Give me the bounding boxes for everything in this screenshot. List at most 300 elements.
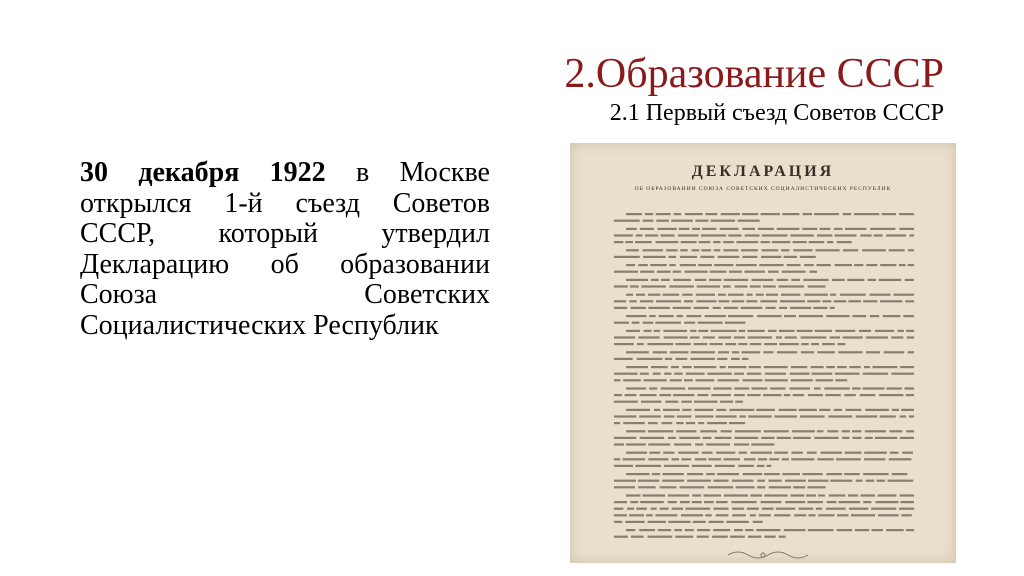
declaration-text-line (614, 480, 636, 482)
declaration-text-line (864, 452, 887, 454)
declaration-text-line (816, 249, 840, 251)
declaration-text-line (835, 373, 860, 375)
declaration-text-line (752, 387, 768, 389)
declaration-text-line (799, 508, 814, 510)
declaration-text-line (723, 241, 734, 243)
declaration-text-line (808, 394, 823, 396)
declaration-text-line (668, 501, 677, 503)
declaration-text-line (656, 300, 681, 302)
declaration-text-line (691, 351, 715, 353)
declaration-text-line (759, 264, 783, 266)
declaration-heading: ДЕКЛАРАЦИЯ (691, 163, 835, 180)
declaration-text-line (811, 366, 824, 368)
declaration-text-line (698, 264, 712, 266)
declaration-text-line (865, 437, 873, 439)
declaration-text-line (742, 213, 758, 215)
declaration-text-line (743, 228, 756, 230)
declaration-text-line (906, 330, 914, 332)
declaration-text-line (761, 241, 770, 243)
declaration-text-line (663, 452, 674, 454)
declaration-text-line (784, 315, 796, 317)
declaration-text-lines (570, 143, 956, 563)
declaration-text-line (717, 473, 739, 475)
declaration-text-line (702, 228, 716, 230)
declaration-text-line (860, 394, 876, 396)
declaration-text-line (614, 437, 636, 439)
declaration-text-line (694, 401, 718, 403)
declaration-text-line (714, 480, 729, 482)
declaration-text-line (716, 514, 729, 516)
declaration-text-line (908, 351, 914, 353)
declaration-text-line (695, 443, 703, 445)
declaration-text-line (648, 443, 670, 445)
declaration-text-line (724, 458, 741, 460)
declaration-text-line (863, 300, 877, 302)
declaration-text-line (799, 409, 817, 411)
declaration-text-line (849, 366, 860, 368)
declaration-text-line (685, 529, 694, 531)
declaration-text-line (670, 379, 682, 381)
declaration-text-line (899, 508, 914, 510)
declaration-text-line (764, 536, 775, 538)
declaration-text-line (849, 508, 869, 510)
declaration-text-line (690, 336, 700, 338)
declaration-text-line (735, 430, 761, 432)
declaration-text-line (686, 508, 711, 510)
declaration-text-line (701, 249, 711, 251)
declaration-text-line (673, 271, 682, 273)
declaration-text-line (687, 480, 711, 482)
declaration-text-line (764, 430, 789, 432)
declaration-text-line (844, 394, 856, 396)
declaration-text-line (866, 336, 888, 338)
declaration-text-line (614, 401, 638, 403)
declaration-text-line (814, 387, 821, 389)
declaration-text-line (649, 387, 657, 389)
declaration-text-line (692, 249, 700, 251)
declaration-text-line (739, 415, 745, 417)
declaration-text-line (852, 387, 861, 389)
declaration-text-line (716, 409, 726, 411)
declaration-text-line (687, 315, 702, 317)
declaration-text-line (908, 264, 914, 266)
declaration-text-line (845, 228, 866, 230)
declaration-text-line (715, 465, 735, 467)
declaration-text-line (750, 285, 761, 287)
declaration-text-line (637, 343, 644, 345)
declaration-text-line (756, 409, 775, 411)
declaration-caption: ОБ ОБРАЗОВАНИИ СОЮЗА СОВЕТСКИХ СОЦИАЛИСТИЧЕСКИХ РЕСПУБЛИК (634, 186, 892, 192)
declaration-text-line (765, 373, 786, 375)
declaration-text-line (804, 264, 814, 266)
declaration-text-line (865, 409, 889, 411)
declaration-text-line (686, 422, 695, 424)
declaration-text-line (835, 330, 855, 332)
declaration-text-line (753, 521, 763, 523)
declaration-text-line (908, 249, 914, 251)
declaration-text-line (814, 213, 839, 215)
declaration-text-line (724, 307, 738, 309)
declaration-text-line (626, 473, 650, 475)
declaration-text-line (674, 373, 682, 375)
declaration-text-line (807, 486, 825, 488)
declaration-text-line (680, 249, 688, 251)
declaration-text-line (702, 452, 713, 454)
declaration-text-line (652, 473, 660, 475)
declaration-text-line (803, 213, 813, 215)
declaration-text-line (639, 415, 661, 417)
declaration-text-line (694, 307, 709, 309)
declaration-text-line (871, 508, 896, 510)
declaration-text-line (901, 501, 915, 503)
declaration-text-line (789, 387, 810, 389)
declaration-text-line (780, 300, 805, 302)
declaration-text-line (623, 379, 641, 381)
declaration-text-line (905, 387, 915, 389)
declaration-text-line (697, 529, 710, 531)
declaration-text-line (839, 501, 860, 503)
declaration-text-line (682, 458, 692, 460)
declaration-text-line (880, 415, 896, 417)
declaration-text-line (726, 521, 748, 523)
declaration-text-line (900, 366, 914, 368)
declaration-text-line (668, 437, 676, 439)
declaration-text-line (826, 473, 842, 475)
declaration-text-line (697, 285, 720, 287)
declaration-text-line (907, 336, 914, 338)
declaration-text-line (686, 373, 705, 375)
declaration-text-line (777, 279, 789, 281)
declaration-text-line (852, 430, 861, 432)
declaration-text-line (699, 241, 711, 243)
declaration-text-line (903, 315, 914, 317)
declaration-text-line (734, 394, 745, 396)
declaration-text-line (818, 514, 834, 516)
declaration-text-line (768, 330, 776, 332)
declaration-text-line (872, 529, 884, 531)
declaration-text-line (826, 315, 849, 317)
declaration-text-line (614, 486, 635, 488)
declaration-text-line (656, 241, 679, 243)
declaration-text-line (761, 437, 774, 439)
declaration-text-line (713, 241, 720, 243)
declaration-text-line (899, 228, 914, 230)
declaration-text-line (730, 409, 755, 411)
declaration-text-line (648, 521, 666, 523)
declaration-text-line (817, 264, 831, 266)
declaration-text-line (614, 373, 638, 375)
declaration-text-line (705, 315, 726, 317)
declaration-text-line (817, 430, 824, 432)
declaration-text-line (734, 529, 743, 531)
declaration-text-line (900, 437, 914, 439)
declaration-text-line (691, 358, 715, 360)
declaration-text-line (729, 422, 745, 424)
declaration-text-line (824, 387, 850, 389)
declaration-text-line (802, 473, 822, 475)
declaration-text-line (644, 330, 652, 332)
declaration-text-line (787, 264, 801, 266)
declaration-text-line (891, 336, 903, 338)
declaration-text-line (728, 294, 744, 296)
declaration-text-line (784, 256, 797, 258)
declaration-text-line (817, 234, 832, 236)
declaration-text-line (717, 358, 727, 360)
declaration-text-line (762, 249, 779, 251)
declaration-text-line (766, 307, 776, 309)
declaration-text-line (670, 351, 689, 353)
declaration-text-line (835, 264, 852, 266)
declaration-text-line (638, 264, 647, 266)
declaration-text-line (866, 351, 880, 353)
declaration-text-line (748, 536, 761, 538)
declaration-text-line (714, 508, 729, 510)
declaration-text-line (816, 508, 822, 510)
declaration-text-line (690, 330, 696, 332)
declaration-text-line (837, 514, 848, 516)
declaration-text-line (889, 249, 905, 251)
declaration-text-line (812, 373, 833, 375)
declaration-text-line (614, 220, 640, 222)
declaration-text-line (769, 486, 791, 488)
declaration-text-line (747, 394, 760, 396)
declaration-text-line (892, 473, 908, 475)
declaration-text-line (684, 379, 693, 381)
declaration-text-line (664, 336, 688, 338)
declaration-text-line (747, 508, 759, 510)
declaration-text-line (772, 241, 791, 243)
declaration-text-line (764, 351, 774, 353)
declaration-text-line (626, 330, 640, 332)
declaration-text-line (887, 387, 902, 389)
declaration-text-line (625, 521, 644, 523)
declaration-text-line (636, 508, 647, 510)
declaration-text-line (825, 394, 841, 396)
slide-title: 2.Образование СССР (564, 51, 944, 97)
declaration-text-line (655, 322, 681, 324)
declaration-text-line (747, 294, 753, 296)
declaration-text-line (752, 279, 774, 281)
declaration-text-line (813, 307, 827, 309)
declaration-text-line (680, 264, 696, 266)
declaration-text-line (716, 452, 735, 454)
declaration-text-line (827, 501, 837, 503)
declaration-text-line (906, 430, 914, 432)
declaration-text-line (790, 307, 811, 309)
declaration-text-line (672, 458, 679, 460)
declaration-text-line (614, 415, 637, 417)
declaration-text-line (700, 256, 714, 258)
declaration-text-line (870, 228, 895, 230)
declaration-text-line (894, 294, 914, 296)
declaration-text-line (626, 529, 635, 531)
declaration-text-line (732, 501, 757, 503)
declaration-text-line (657, 271, 671, 273)
declaration-text-line (834, 228, 843, 230)
declaration-text-line (905, 279, 914, 281)
declaration-text-line (791, 366, 807, 368)
declaration-text-line (909, 234, 914, 236)
declaration-text-line (835, 234, 857, 236)
declaration-text-line (793, 394, 804, 396)
declaration-text-line (626, 452, 647, 454)
declaration-text-line (892, 409, 899, 411)
declaration-text-line (640, 300, 653, 302)
declaration-text-line (659, 315, 674, 317)
declaration-text-line (663, 473, 684, 475)
declaration-text-line (874, 234, 883, 236)
declaration-text-line (777, 228, 800, 230)
declaration-text-line (678, 234, 699, 236)
declaration-text-line (626, 351, 649, 353)
declaration-text-line (863, 387, 885, 389)
declaration-text-line (748, 415, 771, 417)
declaration-text-line (625, 394, 637, 396)
declaration-text-line (626, 494, 641, 496)
declaration-text-line (639, 529, 655, 531)
declaration-text-line (734, 373, 744, 375)
declaration-text-line (664, 415, 675, 417)
declaration-text-line (784, 529, 806, 531)
declaration-text-line (793, 241, 807, 243)
declaration-text-line (846, 409, 862, 411)
declaration-text-line (668, 521, 690, 523)
declaration-text-line (708, 486, 734, 488)
declaration-text-line (742, 351, 761, 353)
declaration-text-line (614, 307, 627, 309)
declaration-text-line (845, 452, 862, 454)
declaration-text-line (626, 279, 648, 281)
declaration-text-line (766, 294, 778, 296)
declaration-text-line (784, 394, 791, 396)
declaration-text-line (614, 300, 626, 302)
declaration-text-line (675, 536, 693, 538)
body-date: 30 декабря 1922 (80, 157, 326, 188)
declaration-text-line (751, 452, 773, 454)
declaration-text-line (671, 220, 693, 222)
declaration-text-line (749, 366, 761, 368)
declaration-text-line (744, 458, 756, 460)
declaration-text-line (734, 336, 745, 338)
declaration-text-line (889, 458, 912, 460)
declaration-text-line (806, 494, 816, 496)
declaration-text-line (768, 271, 779, 273)
declaration-text-line (643, 494, 666, 496)
declaration-text-line (631, 307, 646, 309)
declaration-text-line (614, 536, 628, 538)
declaration-text-line (827, 430, 838, 432)
declaration-text-line (794, 514, 806, 516)
declaration-text-line (715, 437, 732, 439)
declaration-text-line (842, 430, 850, 432)
declaration-text-line (673, 279, 691, 281)
declaration-text-line (880, 300, 902, 302)
declaration-text-line (731, 358, 740, 360)
declaration-text-line (801, 343, 808, 345)
declaration-text-line (709, 521, 724, 523)
declaration-text-line (843, 213, 851, 215)
declaration-text-line (820, 228, 831, 230)
declaration-text-line (660, 508, 669, 510)
declaration-text-line (739, 452, 747, 454)
declaration-text-line (640, 394, 657, 396)
declaration-text-line (685, 271, 708, 273)
declaration-text-line (672, 508, 683, 510)
declaration-text-line (644, 379, 667, 381)
declaration-text-line (695, 379, 714, 381)
declaration-text-line (782, 271, 806, 273)
body-text: в Москве открылся 1-й съезд Советов СССР, который утвердил Декларацию об образовании Союза Советских Социалистических Республик (80, 157, 490, 341)
declaration-text-line (630, 285, 639, 287)
declaration-text-line (834, 300, 847, 302)
declaration-text-line (750, 494, 762, 496)
declaration-text-line (822, 300, 831, 302)
declaration-text-line (757, 486, 765, 488)
declaration-text-line (782, 458, 789, 460)
declaration-text-line (888, 480, 914, 482)
declaration-text-line (640, 437, 664, 439)
declaration-text-line (886, 234, 906, 236)
declaration-text-line (750, 343, 762, 345)
declaration-text-line (626, 387, 646, 389)
declaration-text-line (695, 220, 708, 222)
declaration-text-line (878, 494, 897, 496)
declaration-text-line (735, 401, 743, 403)
declaration-text-line (685, 213, 703, 215)
declaration-text-line (694, 409, 713, 411)
declaration-text-line (817, 458, 833, 460)
declaration-text-line (631, 536, 644, 538)
declaration-text-line (629, 300, 636, 302)
declaration-text-line (832, 279, 845, 281)
declaration-text-line (779, 536, 786, 538)
declaration-text-line (838, 351, 862, 353)
declaration-text-line (762, 234, 788, 236)
declaration-text-line (648, 430, 674, 432)
declaration-text-line (632, 322, 640, 324)
declaration-text-line (827, 241, 833, 243)
declaration-text-line (764, 343, 777, 345)
declaration-text-line (653, 373, 661, 375)
declaration-text-line (863, 501, 871, 503)
declaration-text-line (801, 336, 827, 338)
declaration-text-line (677, 315, 683, 317)
declaration-text-line (847, 279, 864, 281)
declaration-text-line (763, 394, 781, 396)
declaration-text-line (756, 294, 764, 296)
declaration-text-line (758, 458, 767, 460)
declaration-text-line (810, 271, 818, 273)
declaration-text-line (808, 514, 815, 516)
declaration-text-line (877, 480, 885, 482)
declaration-text-line (866, 264, 877, 266)
declaration-text-line (698, 422, 704, 424)
declaration-text-line (718, 294, 726, 296)
declaration-text-line (830, 336, 840, 338)
declaration-text-line (627, 508, 634, 510)
declaration-text-line (734, 443, 749, 445)
declaration-text-line (738, 343, 747, 345)
declaration-text-line (822, 343, 835, 345)
declaration-text-line (648, 536, 673, 538)
declaration-text-line (696, 300, 716, 302)
declaration-text-line (799, 315, 823, 317)
declaration-text-line (879, 394, 903, 396)
declaration-text-line (791, 458, 814, 460)
declaration-text-line (769, 480, 782, 482)
declaration-text-line (703, 437, 712, 439)
declaration-text-line (660, 486, 677, 488)
